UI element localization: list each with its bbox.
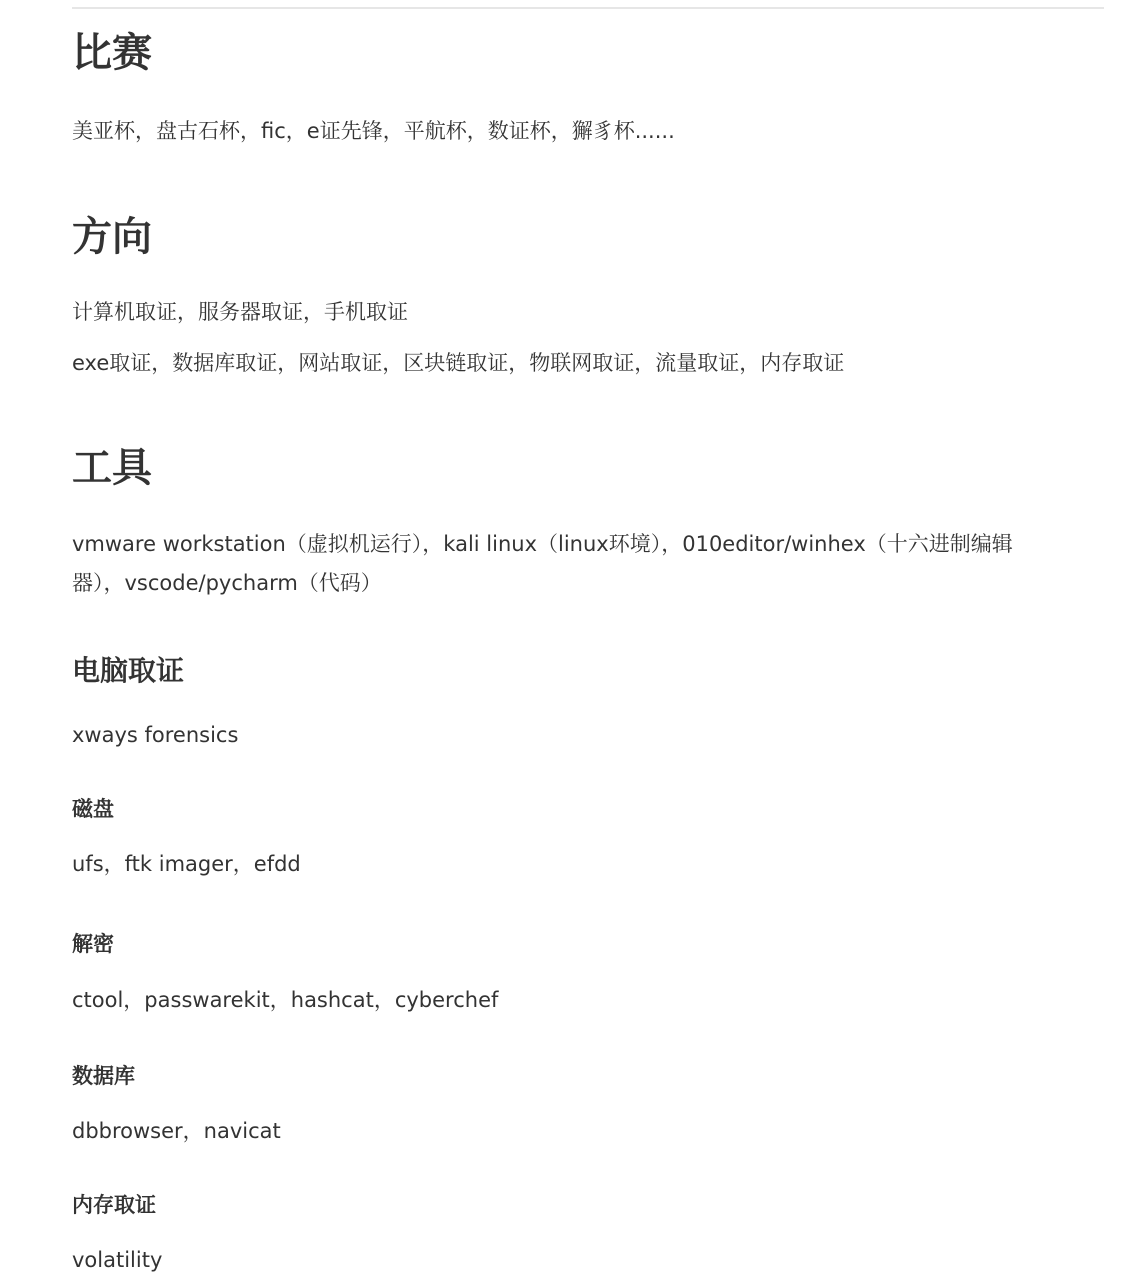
heading-disk: 磁盘 <box>72 797 114 821</box>
directions-text-1: 计算机取证，服务器取证，手机取证 <box>72 300 408 324</box>
heading-tools: 工具 <box>72 445 152 491</box>
computer-forensics-text: xways forensics <box>72 723 239 747</box>
tools-text-line-1: vmware workstation（虚拟机运行），kali linux（linux环境），010editor/winhex（十六进制编辑 <box>72 532 1013 556</box>
heading-database: 数据库 <box>72 1064 135 1088</box>
heading-directions: 方向 <box>72 214 152 260</box>
memory-forensics-text: volatility <box>72 1248 163 1272</box>
database-text: dbbrowser，navicat <box>72 1119 281 1143</box>
disk-text: ufs，ftk imager，efdd <box>72 852 301 876</box>
directions-text-2: exe取证，数据库取证，网站取证，区块链取证，物联网取证，流量取证，内存取证 <box>72 351 845 375</box>
heading-memory-forensics: 内存取证 <box>72 1193 156 1217</box>
decryption-text: ctool，passwarekit，hashcat，cyberchef <box>72 988 499 1012</box>
competitions-text: 美亚杯，盘古石杯，fic，e证先锋，平航杯，数证杯，獬豸杯...... <box>72 119 675 143</box>
heading-decryption: 解密 <box>72 932 114 956</box>
tools-text-line-2: 器），vscode/pycharm（代码） <box>72 571 382 595</box>
heading-competitions: 比赛 <box>72 30 152 76</box>
top-divider <box>72 7 1104 9</box>
heading-computer-forensics: 电脑取证 <box>72 654 185 687</box>
